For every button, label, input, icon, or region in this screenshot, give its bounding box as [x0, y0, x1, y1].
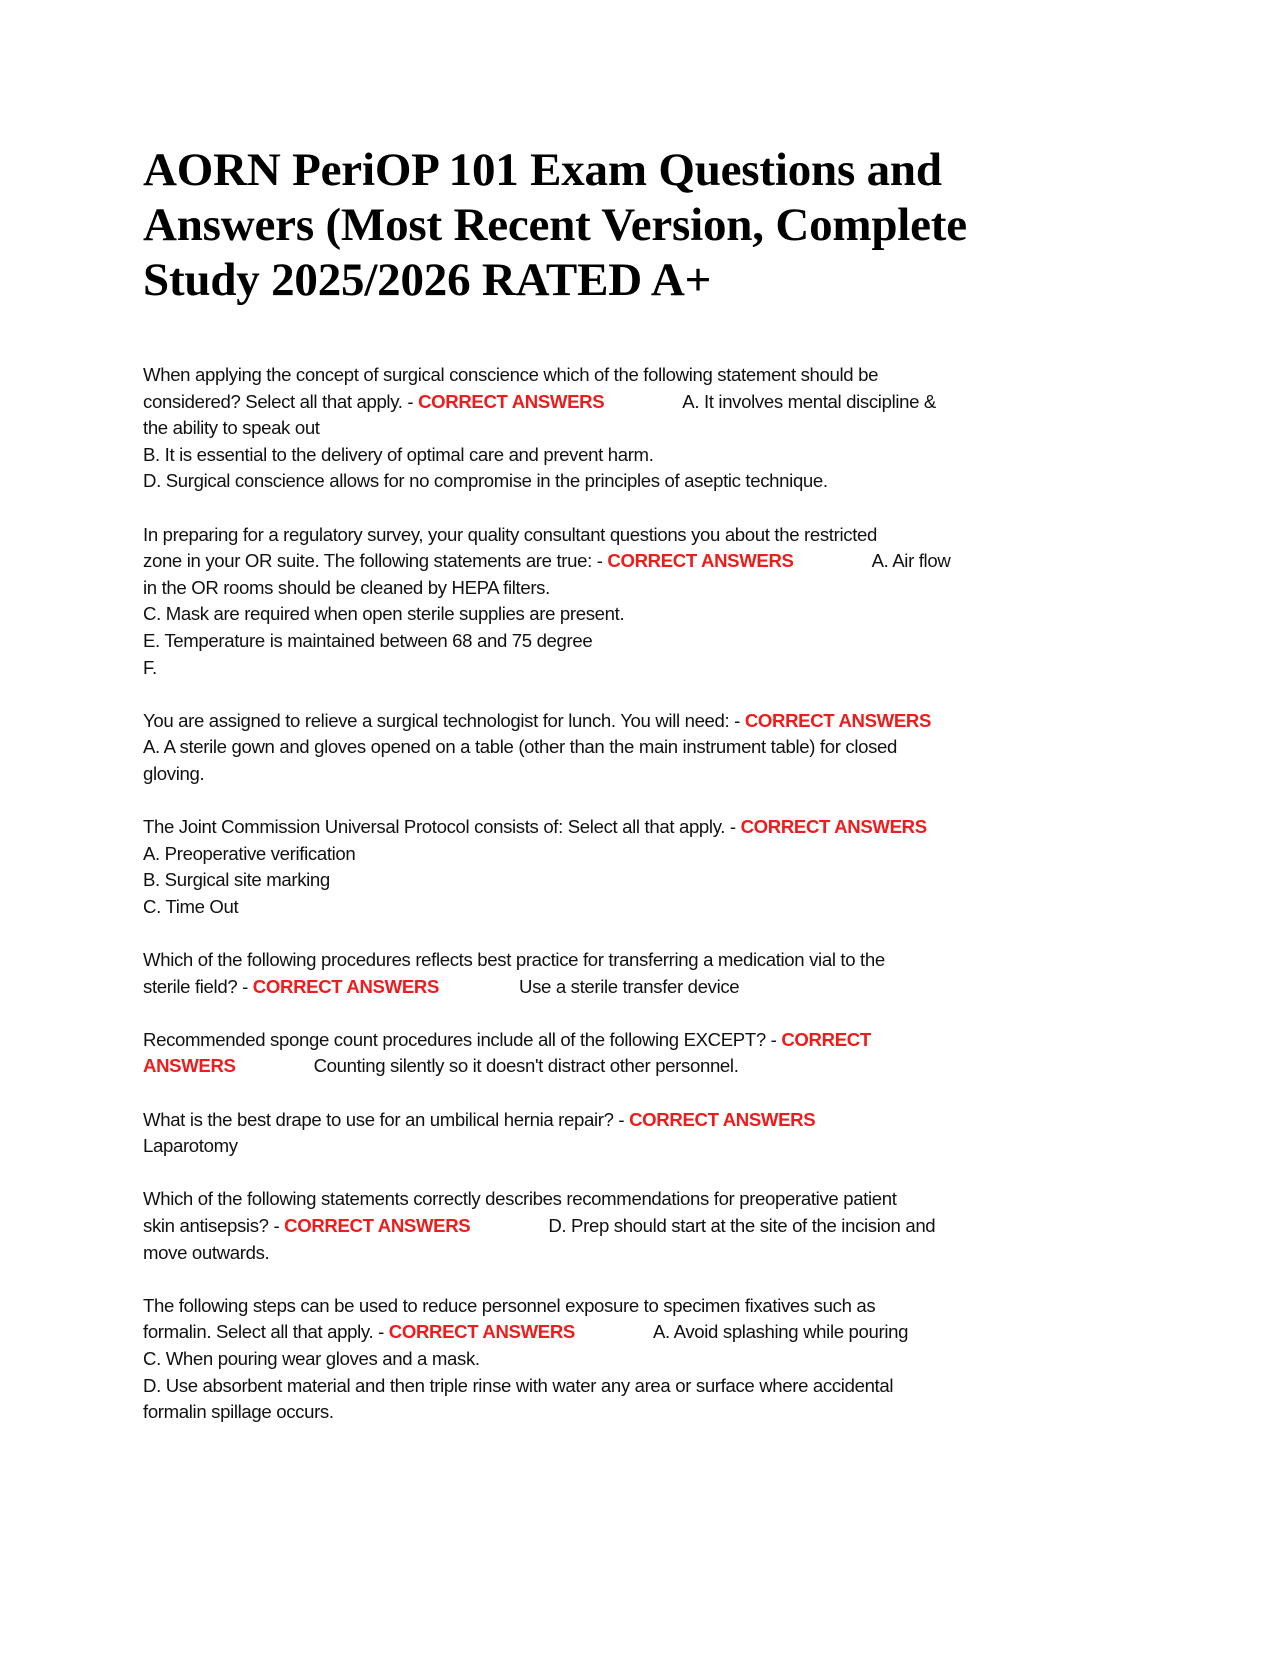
text-line: [143, 1133, 950, 1160]
question-text: You are assigned to relieve a surgical technologist for lunch. You will need: -: [143, 709, 745, 731]
answer-text: Counting silently so it doesn't distract other personnel.: [313, 1055, 739, 1077]
question-text: the ability to speak out: [143, 417, 320, 439]
question-block: [143, 1293, 950, 1426]
question-text: Laparotomy: [143, 1135, 238, 1157]
text-line: [143, 708, 950, 735]
title-line: AORN PeriOP 101 Exam Questions and: [143, 144, 942, 196]
text-line: [143, 841, 950, 868]
spacer: [143, 920, 950, 947]
correct-answers-label: CORRECT ANSWERS: [388, 1321, 575, 1343]
text-line: [143, 575, 950, 602]
title-line: Answers (Most Recent Version, Complete: [143, 199, 967, 251]
correct-answers-label: CORRECT ANSWERS: [418, 390, 605, 412]
text-line: [143, 601, 950, 628]
correct-answers-label: CORRECT ANSWERS: [629, 1108, 816, 1130]
text-line: [143, 415, 950, 442]
text-line: [143, 1399, 950, 1426]
question-text: B. It is essential to the delivery of optimal care and prevent harm.: [143, 443, 654, 465]
text-line: [143, 1053, 950, 1080]
correct-answers-label: ANSWERS: [143, 1055, 236, 1077]
text-line: [143, 1373, 950, 1400]
answer-text: D. Prep should start at the site of the incision and: [548, 1215, 936, 1236]
text-line: [143, 894, 950, 921]
question-block: [143, 362, 950, 495]
text-line: [143, 974, 950, 1001]
correct-answers-label: CORRECT ANSWERS: [607, 550, 794, 572]
question-block: [143, 522, 950, 682]
spacer: [143, 495, 950, 522]
question-text: gloving.: [143, 762, 205, 784]
answer-text: A. Air flow: [871, 550, 951, 572]
spacer: [143, 681, 950, 708]
question-text: D. Use absorbent material and then triple rinse with water any area or surface where accidental: [143, 1374, 894, 1396]
text-line: [143, 362, 950, 389]
question-block: [143, 1107, 950, 1160]
question-text: skin antisepsis? -: [143, 1215, 285, 1236]
text-line: [143, 1213, 950, 1240]
question-text: In preparing for a regulatory survey, your quality consultant questions you about the restricted: [143, 523, 877, 545]
correct-answers-label: CORRECT ANSWERS: [744, 709, 932, 731]
text-line: [143, 1293, 950, 1320]
correct-answers-label: CORRECT ANSWERS: [284, 1215, 471, 1236]
question-block: [143, 1186, 950, 1266]
title-line: Study 2025/2026 RATED A+: [143, 254, 712, 306]
spacer: [143, 1000, 950, 1027]
text-line: [143, 1186, 950, 1213]
text-line: [143, 522, 950, 549]
question-text: C. Mask are required when open sterile supplies are present.: [143, 603, 625, 625]
answer-text: A. It involves mental discipline &: [682, 390, 936, 412]
correct-answers-label: CORRECT ANSWERS: [252, 975, 439, 997]
question-block: [143, 814, 950, 920]
spacer: [143, 1266, 950, 1293]
question-block: [143, 1027, 950, 1080]
question-text: When applying the concept of surgical conscience which of the following statement should be: [143, 364, 879, 385]
question-text: D. Surgical conscience allows for no compromise in the principles of aseptic technique.: [143, 470, 828, 492]
question-block: [143, 947, 950, 1000]
question-text: formalin spillage occurs.: [143, 1401, 334, 1423]
correct-answers-label: CORRECT: [781, 1028, 871, 1050]
question-text: The following steps can be used to reduce personnel exposure to specimen fixatives such as: [143, 1294, 876, 1316]
spacer: [143, 788, 950, 815]
text-line: [143, 1346, 950, 1373]
correct-answers-label: CORRECT ANSWERS: [740, 816, 927, 838]
spacer: [143, 1160, 950, 1187]
answer-text: A. Avoid splashing while pouring: [652, 1321, 909, 1343]
question-text: E. Temperature is maintained between 68 and 75 degree: [143, 629, 593, 651]
question-text: A. Preoperative verification: [143, 842, 356, 864]
text-line: [143, 1107, 950, 1134]
question-text: sterile field? -: [143, 975, 253, 997]
text-line: [143, 761, 950, 788]
question-text: formalin. Select all that apply. -: [143, 1321, 389, 1343]
answer-text: Use a sterile transfer device: [519, 975, 740, 997]
spacer: [143, 1080, 950, 1107]
text-line: [143, 548, 950, 575]
question-text: considered? Select all that apply. -: [143, 390, 419, 412]
question-block: [143, 708, 950, 788]
text-line: [143, 1240, 950, 1267]
text-line: [143, 468, 950, 495]
text-line: [143, 1319, 950, 1346]
text-line: [143, 389, 950, 416]
question-text: Which of the following procedures reflects best practice for transferring a medication vial to the: [143, 949, 885, 971]
question-text: Which of the following statements correctly describes recommendations for preoperative patient: [143, 1188, 897, 1210]
text-line: [143, 1027, 950, 1054]
question-text: move outwards.: [143, 1241, 270, 1263]
text-line: [143, 628, 950, 655]
text-line: [143, 442, 950, 469]
question-text: in the OR rooms should be cleaned by HEPA filters.: [143, 576, 550, 598]
question-text: B. Surgical site marking: [143, 869, 330, 891]
document-title: [143, 143, 967, 308]
text-line: [143, 734, 950, 761]
question-list: [143, 362, 950, 1426]
question-text: C. When pouring wear gloves and a mask.: [143, 1347, 480, 1369]
question-text: Recommended sponge count procedures include all of the following EXCEPT? -: [143, 1028, 782, 1050]
question-text: F.: [143, 656, 157, 678]
question-text: zone in your OR suite. The following statements are true: -: [143, 550, 608, 572]
question-text: What is the best drape to use for an umbilical hernia repair? -: [143, 1108, 630, 1130]
question-text: The Joint Commission Universal Protocol consists of: Select all that apply. -: [143, 816, 741, 838]
text-line: [143, 947, 950, 974]
text-line: [143, 655, 950, 682]
text-line: [143, 867, 950, 894]
question-text: A. A sterile gown and gloves opened on a table (other than the main instrument table) for closed: [143, 736, 898, 758]
question-text: C. Time Out: [143, 895, 239, 917]
text-line: [143, 814, 950, 841]
